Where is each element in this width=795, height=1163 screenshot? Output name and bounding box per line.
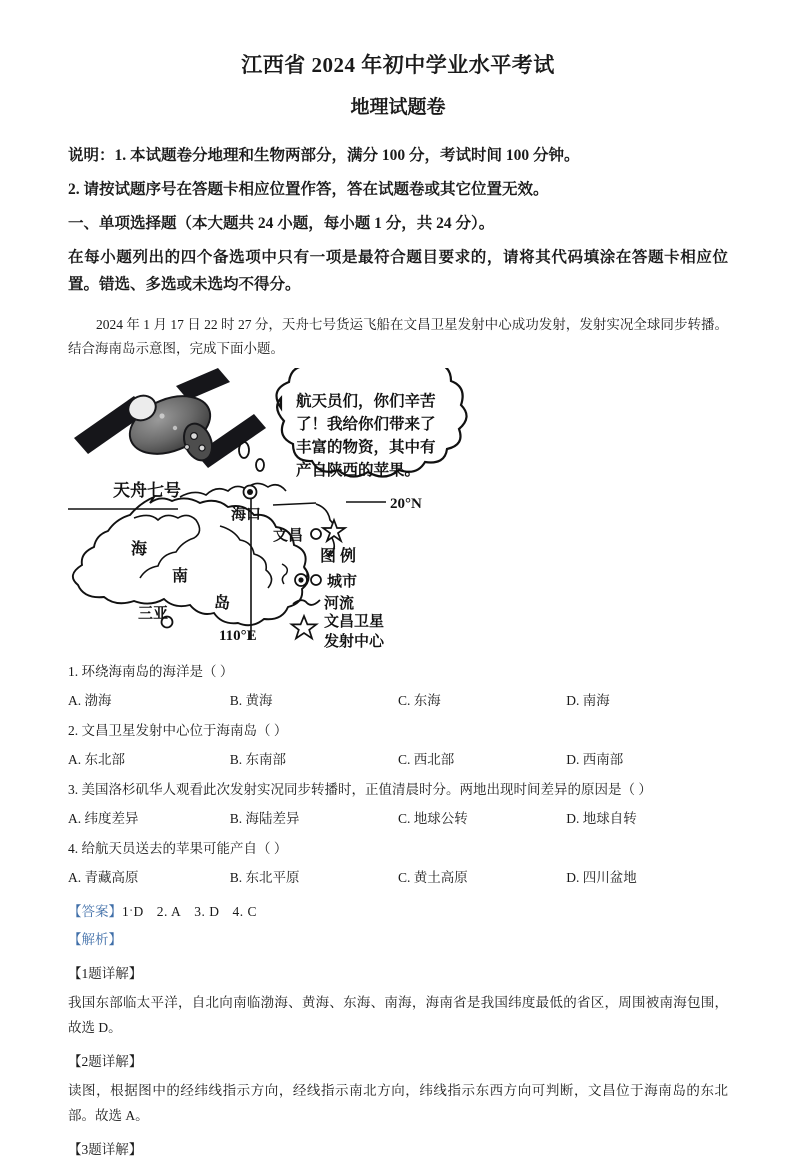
north-coast — [180, 483, 286, 497]
question-options — [68, 689, 728, 713]
detail-1 — [68, 962, 728, 1041]
coastline-detail-2 — [220, 526, 272, 588]
question-options — [68, 866, 728, 890]
city-marker-wenchang — [311, 529, 321, 539]
legend-launch-label-2: 发射中心 — [324, 633, 385, 650]
option-a[interactable]: A. 青藏高原 — [68, 869, 139, 885]
legend-river-label: 河流 — [324, 595, 355, 612]
question-stem: 1. 环绕海南岛的海洋是（ ） — [68, 663, 234, 679]
question-options — [68, 807, 728, 831]
option-d[interactable]: D. 南海 — [566, 692, 610, 708]
question-list — [68, 660, 728, 890]
option-b[interactable]: B. 黄海 — [229, 692, 273, 708]
label-haikou: 海口 — [231, 506, 262, 523]
instruction-line-1: 说明：1. 本试题卷分地理和生物两部分，满分 100 分，考试时间 100 分钟。 — [68, 146, 580, 164]
instruction-line-2: 2. 请按试题序号在答题卡相应位置作答，答在试题卷或其它位置无效。 — [68, 181, 549, 199]
label-island-char-2: 南 — [172, 567, 189, 585]
answer-tag: 【答案】 — [68, 903, 122, 919]
label-wenchang: 文昌 — [273, 527, 304, 544]
spacecraft-icon — [74, 368, 266, 468]
speech-bubble-tail — [239, 442, 264, 471]
figure-hainan-island — [68, 368, 728, 654]
question-stem: 2. 文昌卫星发射中心位于海南岛（ ） — [68, 722, 288, 738]
label-island-char-3: 岛 — [214, 594, 231, 612]
option-d[interactable]: D. 地球自转 — [566, 810, 637, 826]
answer-line — [68, 900, 728, 925]
legend-launch-label-1: 文昌卫星 — [324, 613, 385, 630]
detail-body: 读图，根据图中的经纬线指示方向，经线指示南北方向，纬线指示东西方向可判断，文昌位于海南岛的东北部。故选 A。 — [68, 1082, 728, 1123]
question-stem: 4. 给航天员送去的苹果可能产自（ ） — [68, 840, 288, 856]
option-d[interactable]: D. 四川盆地 — [566, 869, 637, 885]
label-latitude-20n: 20°N — [390, 495, 422, 512]
answer-3: 3. D — [194, 903, 220, 919]
analysis-tag: 【解析】 — [68, 931, 122, 947]
label-sanya: 三亚 — [138, 605, 169, 622]
label-island-char-1: 海 — [131, 540, 148, 558]
option-c[interactable]: C. 地球公转 — [397, 810, 468, 826]
svg-text:航天员们，你们辛苦: 航天员们，你们辛苦 — [296, 392, 436, 410]
option-a[interactable]: A. 纬度差异 — [68, 810, 139, 826]
question-2 — [68, 719, 728, 772]
detail-heading: 【3题详解】 — [68, 1141, 143, 1157]
option-c[interactable]: C. 东海 — [397, 692, 441, 708]
page-title: 江西省 2024 年初中学业水平考试 — [241, 53, 555, 77]
detail-2 — [68, 1050, 728, 1129]
detail-body: 我国东部临太平洋，自北向南临渤海、黄海、东海、南海，海南省是我国纬度最低的省区，周围被南海包围，故选 D。 — [68, 994, 728, 1035]
answer-4: 4. C — [232, 903, 258, 919]
legend-launch-symbol — [292, 616, 317, 638]
section-heading: 一、单项选择题（本大题共 24 小题，每小题 1 分，共 24 分）。 — [68, 215, 495, 233]
question-options — [68, 748, 728, 772]
svg-text:产自陕西的苹果。: 产自陕西的苹果。 — [296, 461, 421, 479]
option-d[interactable]: D. 西南部 — [566, 751, 624, 767]
option-b[interactable]: B. 东南部 — [229, 751, 286, 767]
option-c[interactable]: C. 西北部 — [397, 751, 455, 767]
detail-heading: 【1题详解】 — [68, 965, 143, 981]
speech-bubble — [277, 368, 467, 479]
label-longitude-110e: 110°E — [219, 627, 257, 644]
legend-city-label: 城市 — [327, 573, 358, 590]
section-note: 在每小题列出的四个备选项中只有一项是最符合题目要求的，请将其代码填涂在答题卡相应位置。错选、多选或未选均不得分。 — [68, 249, 728, 293]
page-content — [68, 0, 728, 1163]
option-b[interactable]: B. 海陆差异 — [229, 810, 300, 826]
answer-2: 2. A — [156, 903, 182, 919]
city-marker-haikou — [244, 485, 257, 498]
instructions-block — [68, 143, 728, 202]
page-subtitle: 地理试题卷 — [350, 97, 446, 119]
svg-text:了！我给你们带来了: 了！我给你们带来了 — [296, 415, 436, 433]
option-a[interactable]: A. 渤海 — [68, 692, 112, 708]
detail-heading: 【2题详解】 — [68, 1053, 143, 1069]
answer-values — [122, 904, 270, 919]
question-stem: 3. 美国洛杉矶华人观看此次发射实况同步转播时，正值清晨时分。两地出现时间差异的原因是（ ） — [68, 781, 652, 797]
launch-center-marker — [323, 520, 345, 541]
legend-title: 图 例 — [320, 547, 357, 565]
spacecraft-label: 天舟七号 — [113, 480, 181, 500]
option-c[interactable]: C. 黄土高原 — [397, 869, 468, 885]
svg-text:丰富的物资，其中有: 丰富的物资，其中有 — [296, 438, 436, 456]
question-3 — [68, 778, 728, 831]
question-1 — [68, 660, 728, 713]
detail-3 — [68, 1138, 728, 1163]
option-a[interactable]: A. 东北部 — [68, 751, 125, 767]
question-4 — [68, 837, 728, 890]
passage-text: 2024 年 1 月 17 日 22 时 27 分，天舟七号货运飞船在文昌卫星发射中心成功发射，发射实况全球同步转播。结合海南岛示意图，完成下面小题。 — [68, 316, 728, 357]
option-b[interactable]: B. 东北平原 — [229, 869, 300, 885]
answer-1: 1ˑD — [122, 903, 144, 919]
answer-section — [68, 900, 728, 1163]
